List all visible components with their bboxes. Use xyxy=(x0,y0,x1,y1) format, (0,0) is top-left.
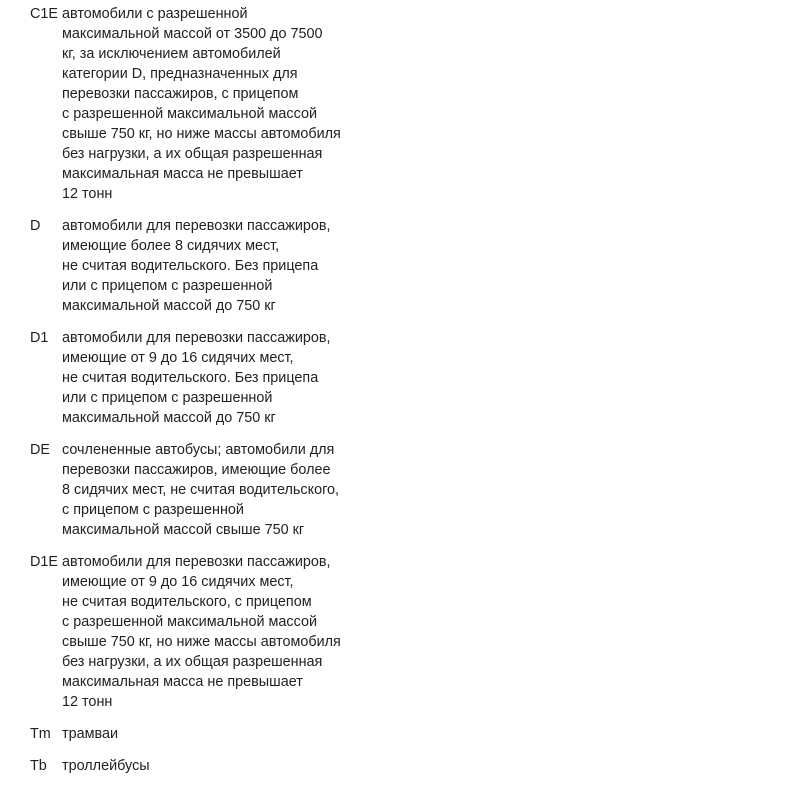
description-line: имеющие от 9 до 16 сидячих мест, xyxy=(62,350,294,366)
description-line: свыше 750 кг, но ниже массы автомобиля xyxy=(62,634,341,650)
description-line: не считая водительского, с прицепом xyxy=(62,594,312,610)
description-line: имеющие от 9 до 16 сидячих мест, xyxy=(62,574,294,590)
category-code: D xyxy=(30,218,41,234)
license-categories-list xyxy=(30,4,770,788)
category-code: Tb xyxy=(30,758,47,774)
description-line: 12 тонн xyxy=(62,186,113,202)
description-line: трамваи xyxy=(62,726,119,742)
description-line: автомобили для перевозки пассажиров, xyxy=(62,330,331,346)
description-line: автомобили для перевозки пассажиров, xyxy=(62,554,331,570)
description-line: кг, за исключением автомобилей xyxy=(62,46,281,62)
description-line: максимальной массой до 750 кг xyxy=(62,298,276,314)
description-line: без нагрузки, а их общая разрешенная xyxy=(62,146,323,162)
category-code: D1E xyxy=(30,554,58,570)
description-line: максимальная масса не превышает xyxy=(62,166,303,182)
description-line: или с прицепом с разрешенной xyxy=(62,278,273,294)
description-line: с разрешенной максимальной массой xyxy=(62,106,317,122)
category-code: C1E xyxy=(30,6,58,22)
category-entry-d1 xyxy=(30,328,770,428)
description-line: без нагрузки, а их общая разрешенная xyxy=(62,654,323,670)
category-entry-de xyxy=(30,440,770,540)
description-line: имеющие более 8 сидячих мест, xyxy=(62,238,280,254)
description-line: не считая водительского. Без прицепа xyxy=(62,258,319,274)
description-line: сочлененные автобусы; автомобили для xyxy=(62,442,335,458)
category-description xyxy=(62,724,362,744)
description-line: не считая водительского. Без прицепа xyxy=(62,370,319,386)
description-line: максимальной массой от 3500 до 7500 xyxy=(62,26,323,42)
category-description xyxy=(62,328,362,428)
category-description xyxy=(62,552,362,712)
category-description xyxy=(62,440,362,540)
category-code: D1 xyxy=(30,330,49,346)
description-line: троллейбусы xyxy=(62,758,150,774)
description-line: перевозки пассажиров, имеющие более xyxy=(62,462,331,478)
category-entry-d xyxy=(30,216,770,316)
description-line: категории D, предназначенных для xyxy=(62,66,298,82)
category-entry-d1e xyxy=(30,552,770,712)
category-description xyxy=(62,4,362,204)
category-description xyxy=(62,216,362,316)
description-line: максимальной массой до 750 кг xyxy=(62,410,276,426)
category-entry-c1e xyxy=(30,4,770,204)
description-line: или с прицепом с разрешенной xyxy=(62,390,273,406)
description-line: перевозки пассажиров, с прицепом xyxy=(62,86,299,102)
description-line: максимальной массой свыше 750 кг xyxy=(62,522,305,538)
description-line: с разрешенной максимальной массой xyxy=(62,614,317,630)
description-line: 12 тонн xyxy=(62,694,113,710)
description-line: 8 сидячих мест, не считая водительского, xyxy=(62,482,340,498)
category-code: Tm xyxy=(30,726,51,742)
category-entry-tm xyxy=(30,724,770,744)
description-line: максимальная масса не превышает xyxy=(62,674,303,690)
category-description xyxy=(62,756,362,776)
category-entry-tb xyxy=(30,756,770,776)
category-code: DE xyxy=(30,442,50,458)
description-line: автомобили с разрешенной xyxy=(62,6,248,22)
description-line: свыше 750 кг, но ниже массы автомобиля xyxy=(62,126,341,142)
description-line: с прицепом с разрешенной xyxy=(62,502,244,518)
description-line: автомобили для перевозки пассажиров, xyxy=(62,218,331,234)
